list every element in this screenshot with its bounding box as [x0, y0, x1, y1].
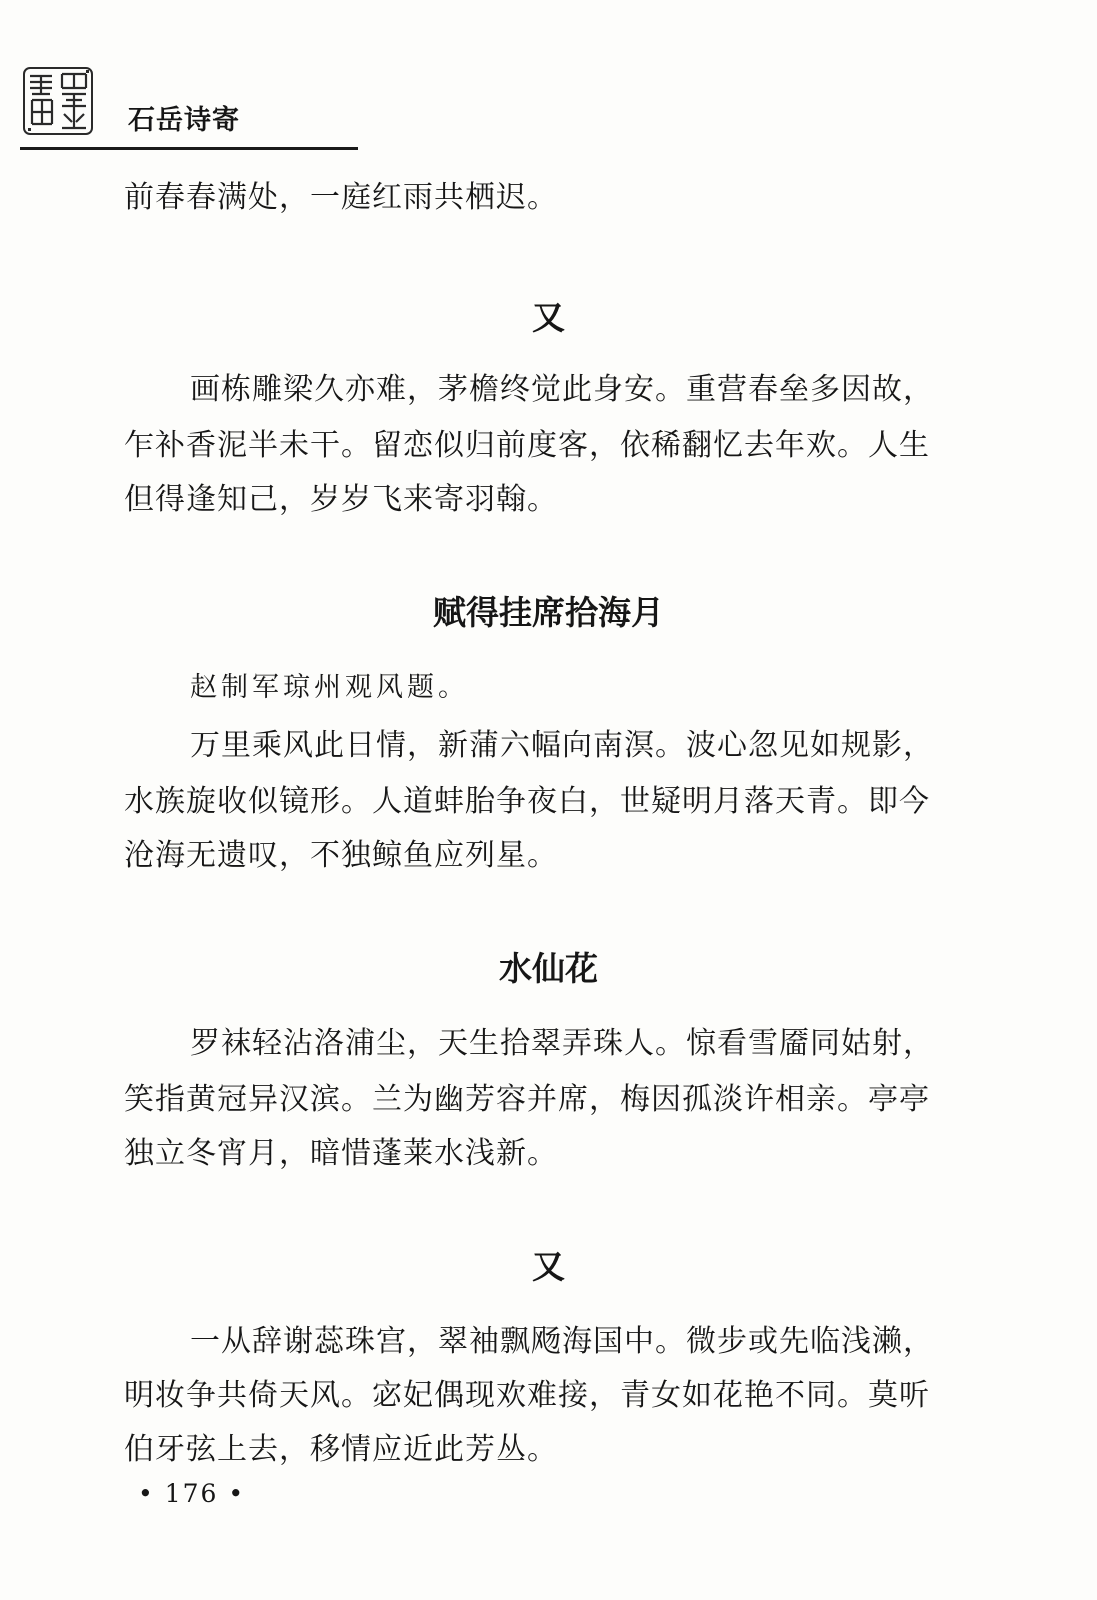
poem-line: 万里乘风此日情，新蒲六幅向南溟。波心忽见如规影，	[190, 728, 934, 763]
poem-title: 又	[532, 1247, 565, 1286]
page-number: • 176 •	[138, 1479, 246, 1508]
poem-note: 赵制军琼州观风题。	[190, 672, 469, 703]
poem-line: 沧海无遗叹，不独鲸鱼应列星。	[124, 838, 558, 873]
poem-line: 但得逢知己，岁岁飞来寄羽翰。	[124, 482, 558, 517]
poem-line: 乍补香泥半未干。留恋似归前度客，依稀翻忆去年欢。人生	[124, 428, 930, 463]
running-head-title: 石岳诗寄	[128, 105, 240, 136]
poem-line: 画栋雕梁久亦难，茅檐终觉此身安。重营春垒多因故，	[190, 372, 934, 407]
poem-line: 明妆争共倚天风。宓妃偶现欢难接，青女如花艳不同。莫听	[124, 1378, 930, 1413]
poem-line: 笑指黄冠异汉滨。兰为幽芳容并席，梅因孤淡许相亲。亭亭	[124, 1082, 930, 1117]
poem-line: 罗袜轻沾洛浦尘，天生拾翠弄珠人。惊看雪靥同姑射，	[190, 1026, 934, 1061]
poem-line: 独立冬宵月，暗惜蓬莱水浅新。	[124, 1136, 558, 1171]
poem-title: 水仙花	[499, 949, 598, 988]
poem-line: 伯牙弦上去，移情应近此芳丛。	[124, 1432, 558, 1467]
poem-line: 水族旋收似镜形。人道蚌胎争夜白，世疑明月落天青。即今	[124, 784, 930, 819]
header-rule	[20, 147, 358, 150]
poem-title: 赋得挂席拾海月	[433, 593, 664, 632]
continuation-line: 前春春满处，一庭红雨共栖迟。	[124, 180, 558, 215]
poem-line: 一从辞谢蕊珠宫，翠袖飘飏海国中。微步或先临浅濑，	[190, 1324, 934, 1359]
poem-title: 又	[532, 298, 565, 337]
seal-stamp-icon	[22, 66, 94, 136]
